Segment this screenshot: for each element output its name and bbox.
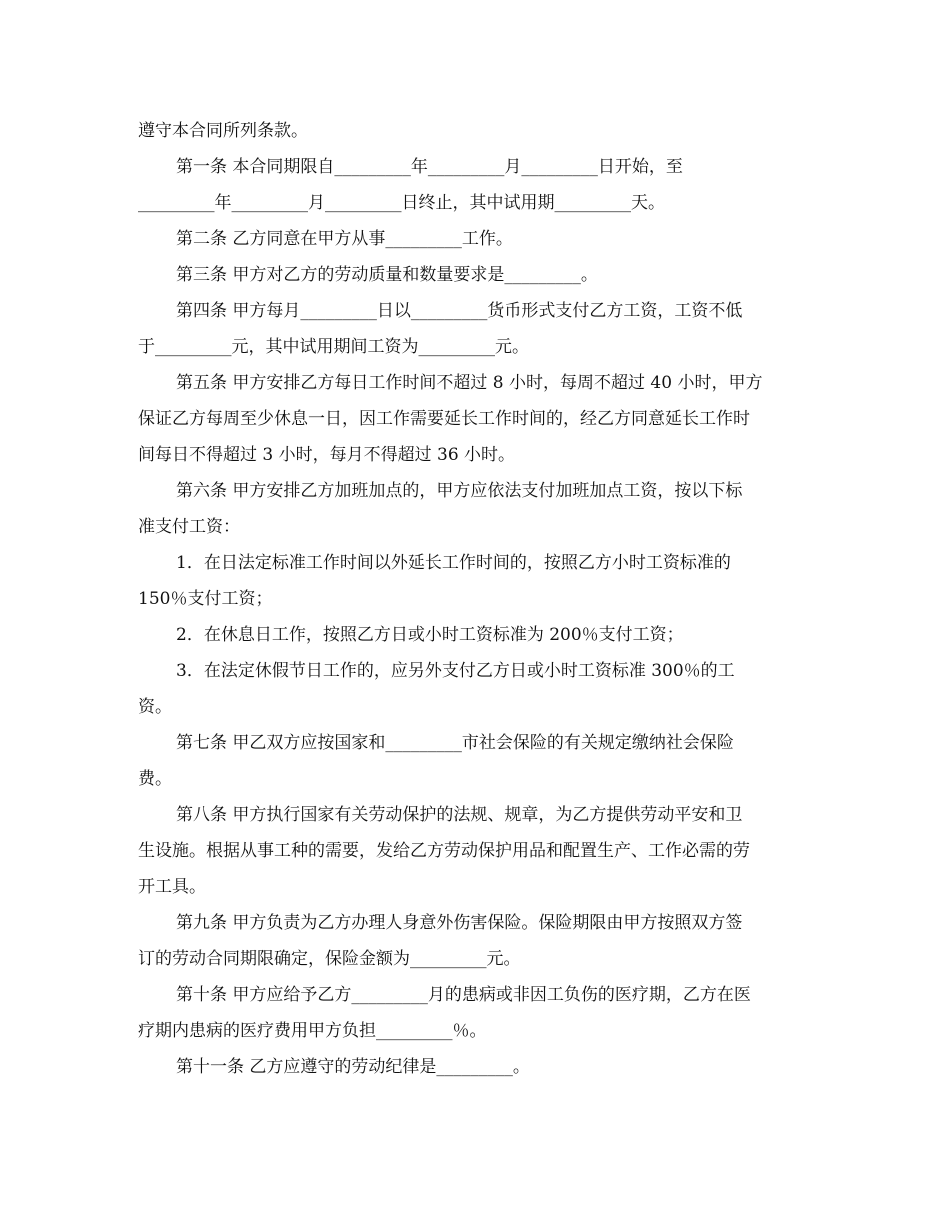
clause-11-line: 第十一条 乙方应遵守的劳动纪律是_________。: [176, 1057, 530, 1077]
text-line: 150％支付工资；: [138, 589, 273, 609]
clause-7-line: 第七条 甲乙双方应按国家和_________市社会保险的有关规定缴纳社会保险: [176, 733, 734, 753]
text-line: 生设施。根据从事工种的需要，发给乙方劳动保护用品和配置生产、工作必需的劳: [138, 841, 750, 861]
text-line: 间每日不得超过 3 小时，每月不得超过 36 小时。: [138, 445, 516, 465]
text-line: 保证乙方每周至少休息一日，因工作需要延长工作时间的，经乙方同意延长工作时: [138, 409, 750, 429]
text-line: 疗期内患病的医疗费用甲方负担_________％。: [138, 1021, 487, 1041]
list-item-1-line: 1．在日法定标准工作时间以外延长工作时间的，按照乙方小时工资标准的: [176, 553, 731, 573]
text-line: 资。: [138, 697, 172, 717]
clause-8-line: 第八条 甲方执行国家有关劳动保护的法规、规章，为乙方提供劳动平安和卫: [176, 805, 743, 825]
text-line: 订的劳动合同期限确定，保险金额为_________元。: [138, 949, 521, 969]
clause-5-line: 第五条 甲方安排乙方每日工作时间不超过 8 小时，每周不超过 40 小时，甲方: [176, 373, 763, 393]
clause-1-line: 第一条 本合同期限自_________年_________月_________日开始，至: [176, 157, 683, 177]
text-line: _________年_________月_________日终止，其中试用期_________天。: [138, 193, 665, 213]
list-item-3-line: 3．在法定休假节日工作的，应另外支付乙方日或小时工资标准 300％的工: [176, 661, 735, 681]
clause-10-line: 第十条 甲方应给予乙方_________月的患病或非因工负伤的医疗期，乙方在医: [176, 985, 751, 1005]
text-line: 费。: [138, 769, 172, 789]
clause-4-line: 第四条 甲方每月_________日以_________货币形式支付乙方工资，工资不低: [176, 301, 743, 321]
text-line: 开工具。: [138, 877, 206, 897]
text-line: 于_________元，其中试用期间工资为_________元。: [138, 337, 529, 357]
clause-3-line: 第三条 甲方对乙方的劳动质量和数量要求是_________。: [176, 265, 598, 285]
clause-2-line: 第二条 乙方同意在甲方从事_________工作。: [176, 229, 513, 249]
document-body: [138, 113, 813, 1085]
text-line: 遵守本合同所列条款。: [138, 121, 308, 141]
clause-6-line: 第六条 甲方安排乙方加班加点的，甲方应依法支付加班加点工资，按以下标: [176, 481, 743, 501]
text-line: 准支付工资：: [138, 517, 240, 537]
clause-9-line: 第九条 甲方负责为乙方办理人身意外伤害保险。保险期限由甲方按照双方签: [176, 913, 743, 933]
list-item-2-line: 2．在休息日工作，按照乙方日或小时工资标准为 200％支付工资；: [176, 625, 684, 645]
